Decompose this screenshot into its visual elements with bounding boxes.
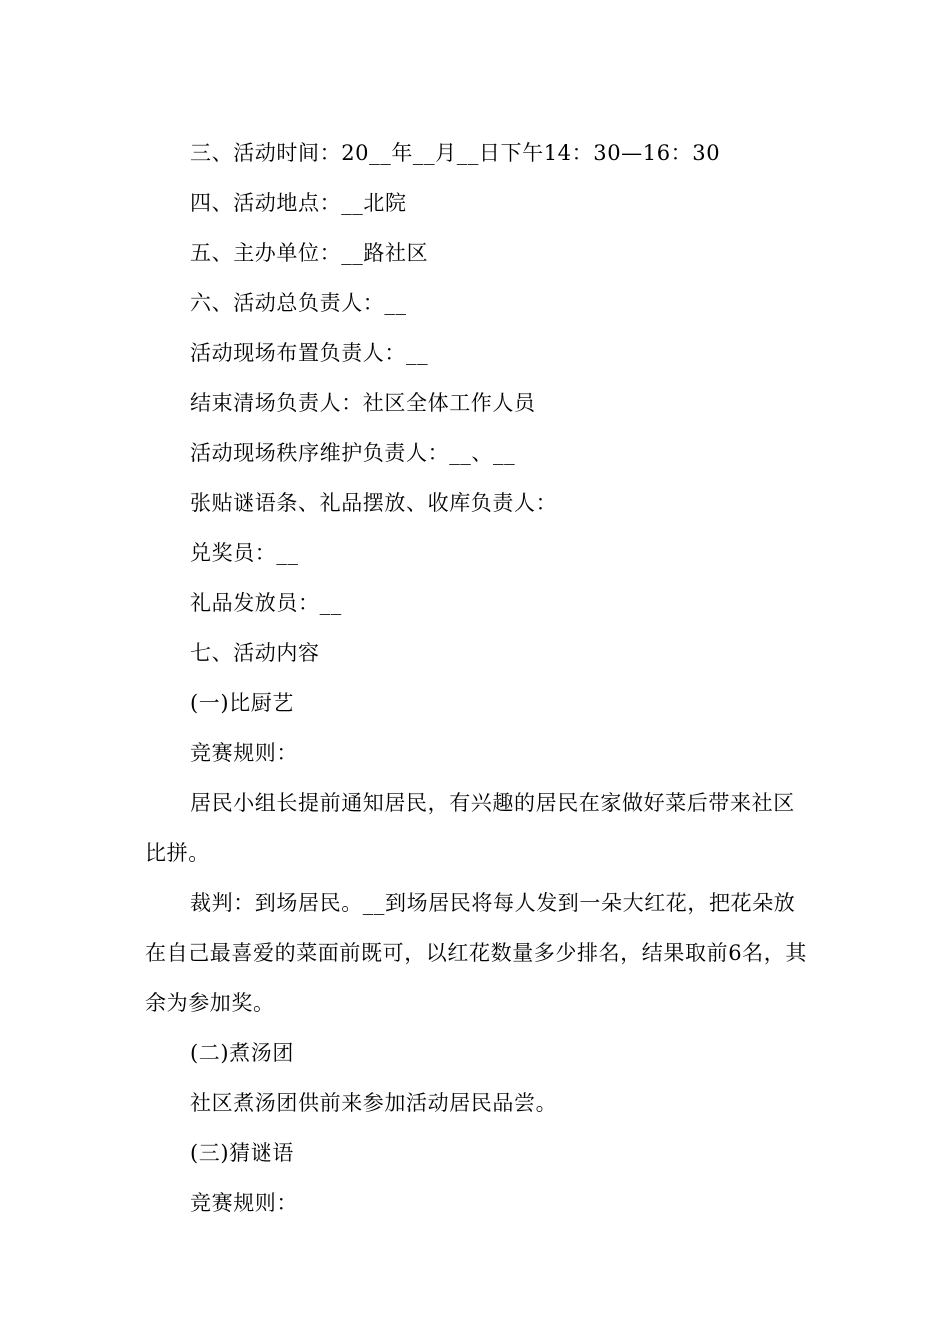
paragraph-activity-location: 四、活动地点：__北院 xyxy=(190,191,407,215)
paragraph-cooking-rules: 居民小组长提前通知居民，有兴趣的居民在家做好菜后带来社区比拼。 xyxy=(145,791,795,865)
paragraph-activity-time: 三、活动时间：20__年__月__日下午14：30—16：30 xyxy=(190,141,721,165)
subheading-cooking-tangyuan: (二)煮汤团 xyxy=(190,1041,294,1065)
subheading-guess-riddles: (三)猜谜语 xyxy=(190,1141,294,1165)
label-competition-rules-riddles: 竞赛规则： xyxy=(190,1191,298,1215)
document-body xyxy=(145,128,813,1228)
paragraph-setup-responsible: 活动现场布置负责人：__ xyxy=(190,341,429,365)
section-heading-activity-content: 七、活动内容 xyxy=(190,641,320,665)
paragraph-tangyuan-description: 社区煮汤团供前来参加活动居民品尝。 xyxy=(190,1091,558,1115)
paragraph-gift-distributor: 礼品发放员：__ xyxy=(190,591,342,615)
paragraph-judging-rules: 裁判：到场居民。__到场居民将每人发到一朵大红花，把花朵放在自己最喜爱的菜面前既可，以红花数量多少排名，结果取前6名，其余为参加奖。 xyxy=(145,891,807,1015)
subheading-cooking-contest: (一)比厨艺 xyxy=(190,691,294,715)
paragraph-riddle-gift-responsible: 张贴谜语条、礼品摆放、收库负责人： xyxy=(190,491,558,515)
paragraph-chief-responsible: 六、活动总负责人：__ xyxy=(190,291,407,315)
paragraph-prize-redeemer: 兑奖员：__ xyxy=(190,541,299,565)
label-competition-rules: 竞赛规则： xyxy=(190,741,298,765)
paragraph-organizer: 五、主办单位：__路社区 xyxy=(190,241,429,265)
paragraph-cleanup-responsible: 结束清场负责人：社区全体工作人员 xyxy=(190,391,536,415)
paragraph-order-responsible: 活动现场秩序维护负责人：__、__ xyxy=(190,441,516,465)
